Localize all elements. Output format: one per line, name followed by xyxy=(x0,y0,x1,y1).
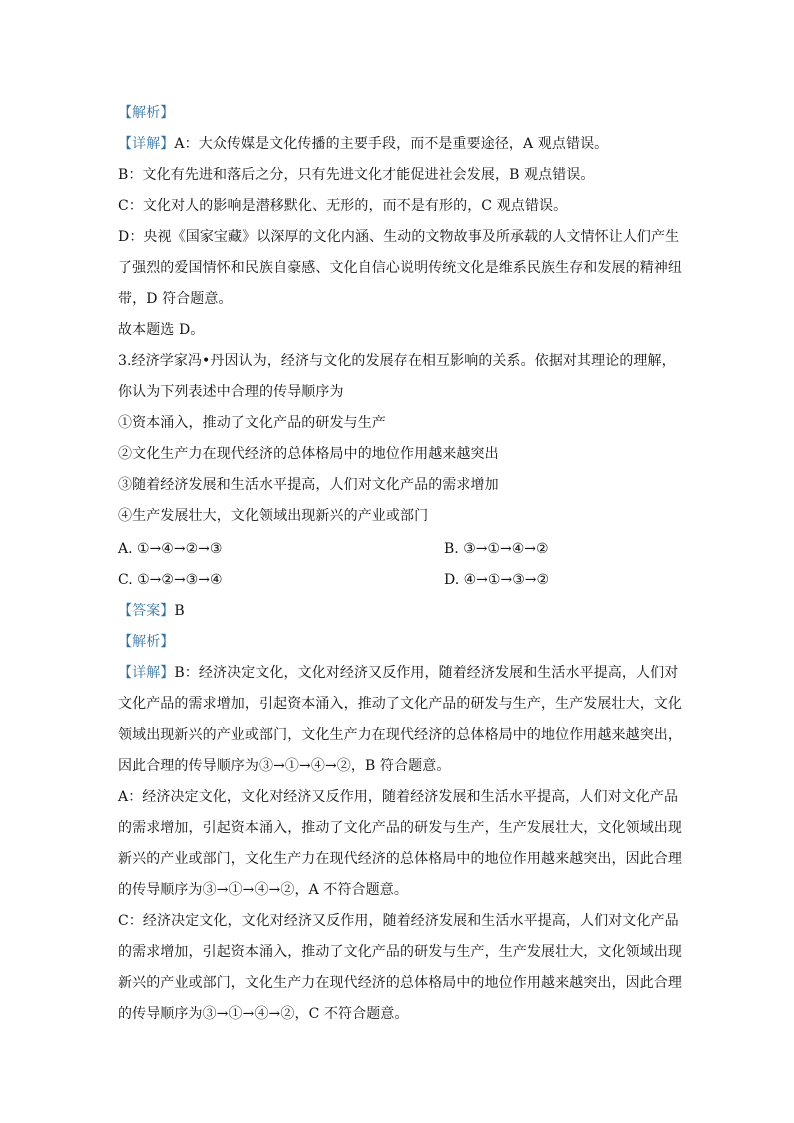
tag-label: 【解析】 xyxy=(118,634,175,650)
tag-label: 【详解】 xyxy=(118,136,175,152)
text: ④生产发展壮大，文化领域出现新兴的产业或部门 xyxy=(118,508,429,524)
text: 带，D 符合题意。 xyxy=(118,291,233,307)
statement-item xyxy=(118,476,678,494)
answer-value: B xyxy=(174,603,185,619)
text: ①资本涌入，推动了文化产品的研发与生产 xyxy=(118,415,386,431)
answer-line xyxy=(118,602,678,620)
text: 新兴的产业或部门，文化生产力在现代经济的总体格局中的地位作用越来越突出，因此合理 xyxy=(118,851,682,867)
paragraph-line xyxy=(118,1005,678,1023)
text: 的传导顺序为③→①→④→②，C 不符合题意。 xyxy=(118,1006,409,1022)
paragraph-line xyxy=(118,228,678,246)
paragraph-line xyxy=(118,912,678,930)
paragraph-line xyxy=(118,881,678,899)
paragraph-line xyxy=(118,166,678,184)
tag-label: 【解析】 xyxy=(118,105,175,121)
text: 的需求增加，引起资本涌入，推动了文化产品的研发与生产，生产发展壮大，文化领域出现 xyxy=(118,944,682,960)
text: A：大众传媒是文化传播的主要手段，而不是重要途径，A 观点错误。 xyxy=(174,136,609,152)
paragraph-line xyxy=(118,290,678,308)
paragraph-line xyxy=(118,135,678,153)
paragraph-line xyxy=(118,943,682,961)
paragraph-line xyxy=(118,757,678,775)
text: 的传导顺序为③→①→④→②，A 不符合题意。 xyxy=(118,882,408,898)
paragraph-line xyxy=(118,726,682,744)
question-stem xyxy=(118,352,678,370)
text: B：经济决定文化，文化对经济又反作用，随着经济发展和生活水平提高，人们对 xyxy=(174,665,679,681)
option-b: B. ③→①→④→② xyxy=(444,541,549,557)
section-heading-analysis xyxy=(118,104,678,122)
text: 你认为下列表述中合理的传导顺序为 xyxy=(118,384,344,400)
option-a: A. ①→④→②→③ xyxy=(118,541,223,557)
statement-item xyxy=(118,507,678,525)
text: ②文化生产力在现代经济的总体格局中的地位作用越来越突出 xyxy=(118,446,499,462)
paragraph-line xyxy=(118,664,678,682)
statement-item xyxy=(118,445,678,463)
text: ③随着经济发展和生活水平提高，人们对文化产品的需求增加 xyxy=(118,477,499,493)
text: 文化产品的需求增加，引起资本涌入，推动了文化产品的研发与生产，生产发展壮大，文化 xyxy=(118,696,682,712)
paragraph-line xyxy=(118,974,682,992)
paragraph-line xyxy=(118,819,682,837)
section-heading-analysis xyxy=(118,633,678,651)
text: A：经济决定文化，文化对经济又反作用，随着经济发展和生活水平提高，人们对文化产品 xyxy=(118,789,679,805)
tag-label: 【答案】 xyxy=(118,603,175,619)
paragraph-line xyxy=(118,788,678,806)
statement-item xyxy=(118,414,678,432)
option-c: C. ①→②→③→④ xyxy=(118,572,223,588)
text: B：文化有先进和落后之分，只有先进文化才能促进社会发展，B 观点错误。 xyxy=(118,167,595,183)
text: 故本题选 D。 xyxy=(118,322,205,338)
paragraph-line xyxy=(118,197,678,215)
paragraph-line xyxy=(118,850,682,868)
paragraph-line xyxy=(118,695,682,713)
text: 了强烈的爱国情怀和民族自豪感、文化自信心说明传统文化是维系民族生存和发展的精神纽 xyxy=(118,260,682,276)
text: 领域出现新兴的产业或部门，文化生产力在现代经济的总体格局中的地位作用越来越突出， xyxy=(118,727,682,743)
question-stem xyxy=(118,383,678,401)
text: 因此合理的传导顺序为③→①→④→②，B 符合题意。 xyxy=(118,758,451,774)
text: 新兴的产业或部门，文化生产力在现代经济的总体格局中的地位作用越来越突出，因此合理 xyxy=(118,975,682,991)
text: C：文化对人的影响是潜移默化、无形的，而不是有形的，C 观点错误。 xyxy=(118,198,568,214)
text: D：央视《国家宝藏》以深厚的文化内涵、生动的文物故事及所承载的人文情怀让人们产生 xyxy=(118,229,680,245)
tag-label: 【详解】 xyxy=(118,665,175,681)
text: 的需求增加，引起资本涌入，推动了文化产品的研发与生产，生产发展壮大，文化领域出现 xyxy=(118,820,682,836)
paragraph-line xyxy=(118,321,678,339)
text: 3.经济学家冯•丹因认为，经济与文化的发展存在相互影响的关系。依据对其理论的理解， xyxy=(118,353,676,369)
text: C：经济决定文化，文化对经济又反作用，随着经济发展和生活水平提高，人们对文化产品 xyxy=(118,913,679,929)
paragraph-line xyxy=(118,259,682,277)
option-d: D. ④→①→③→② xyxy=(444,572,550,588)
